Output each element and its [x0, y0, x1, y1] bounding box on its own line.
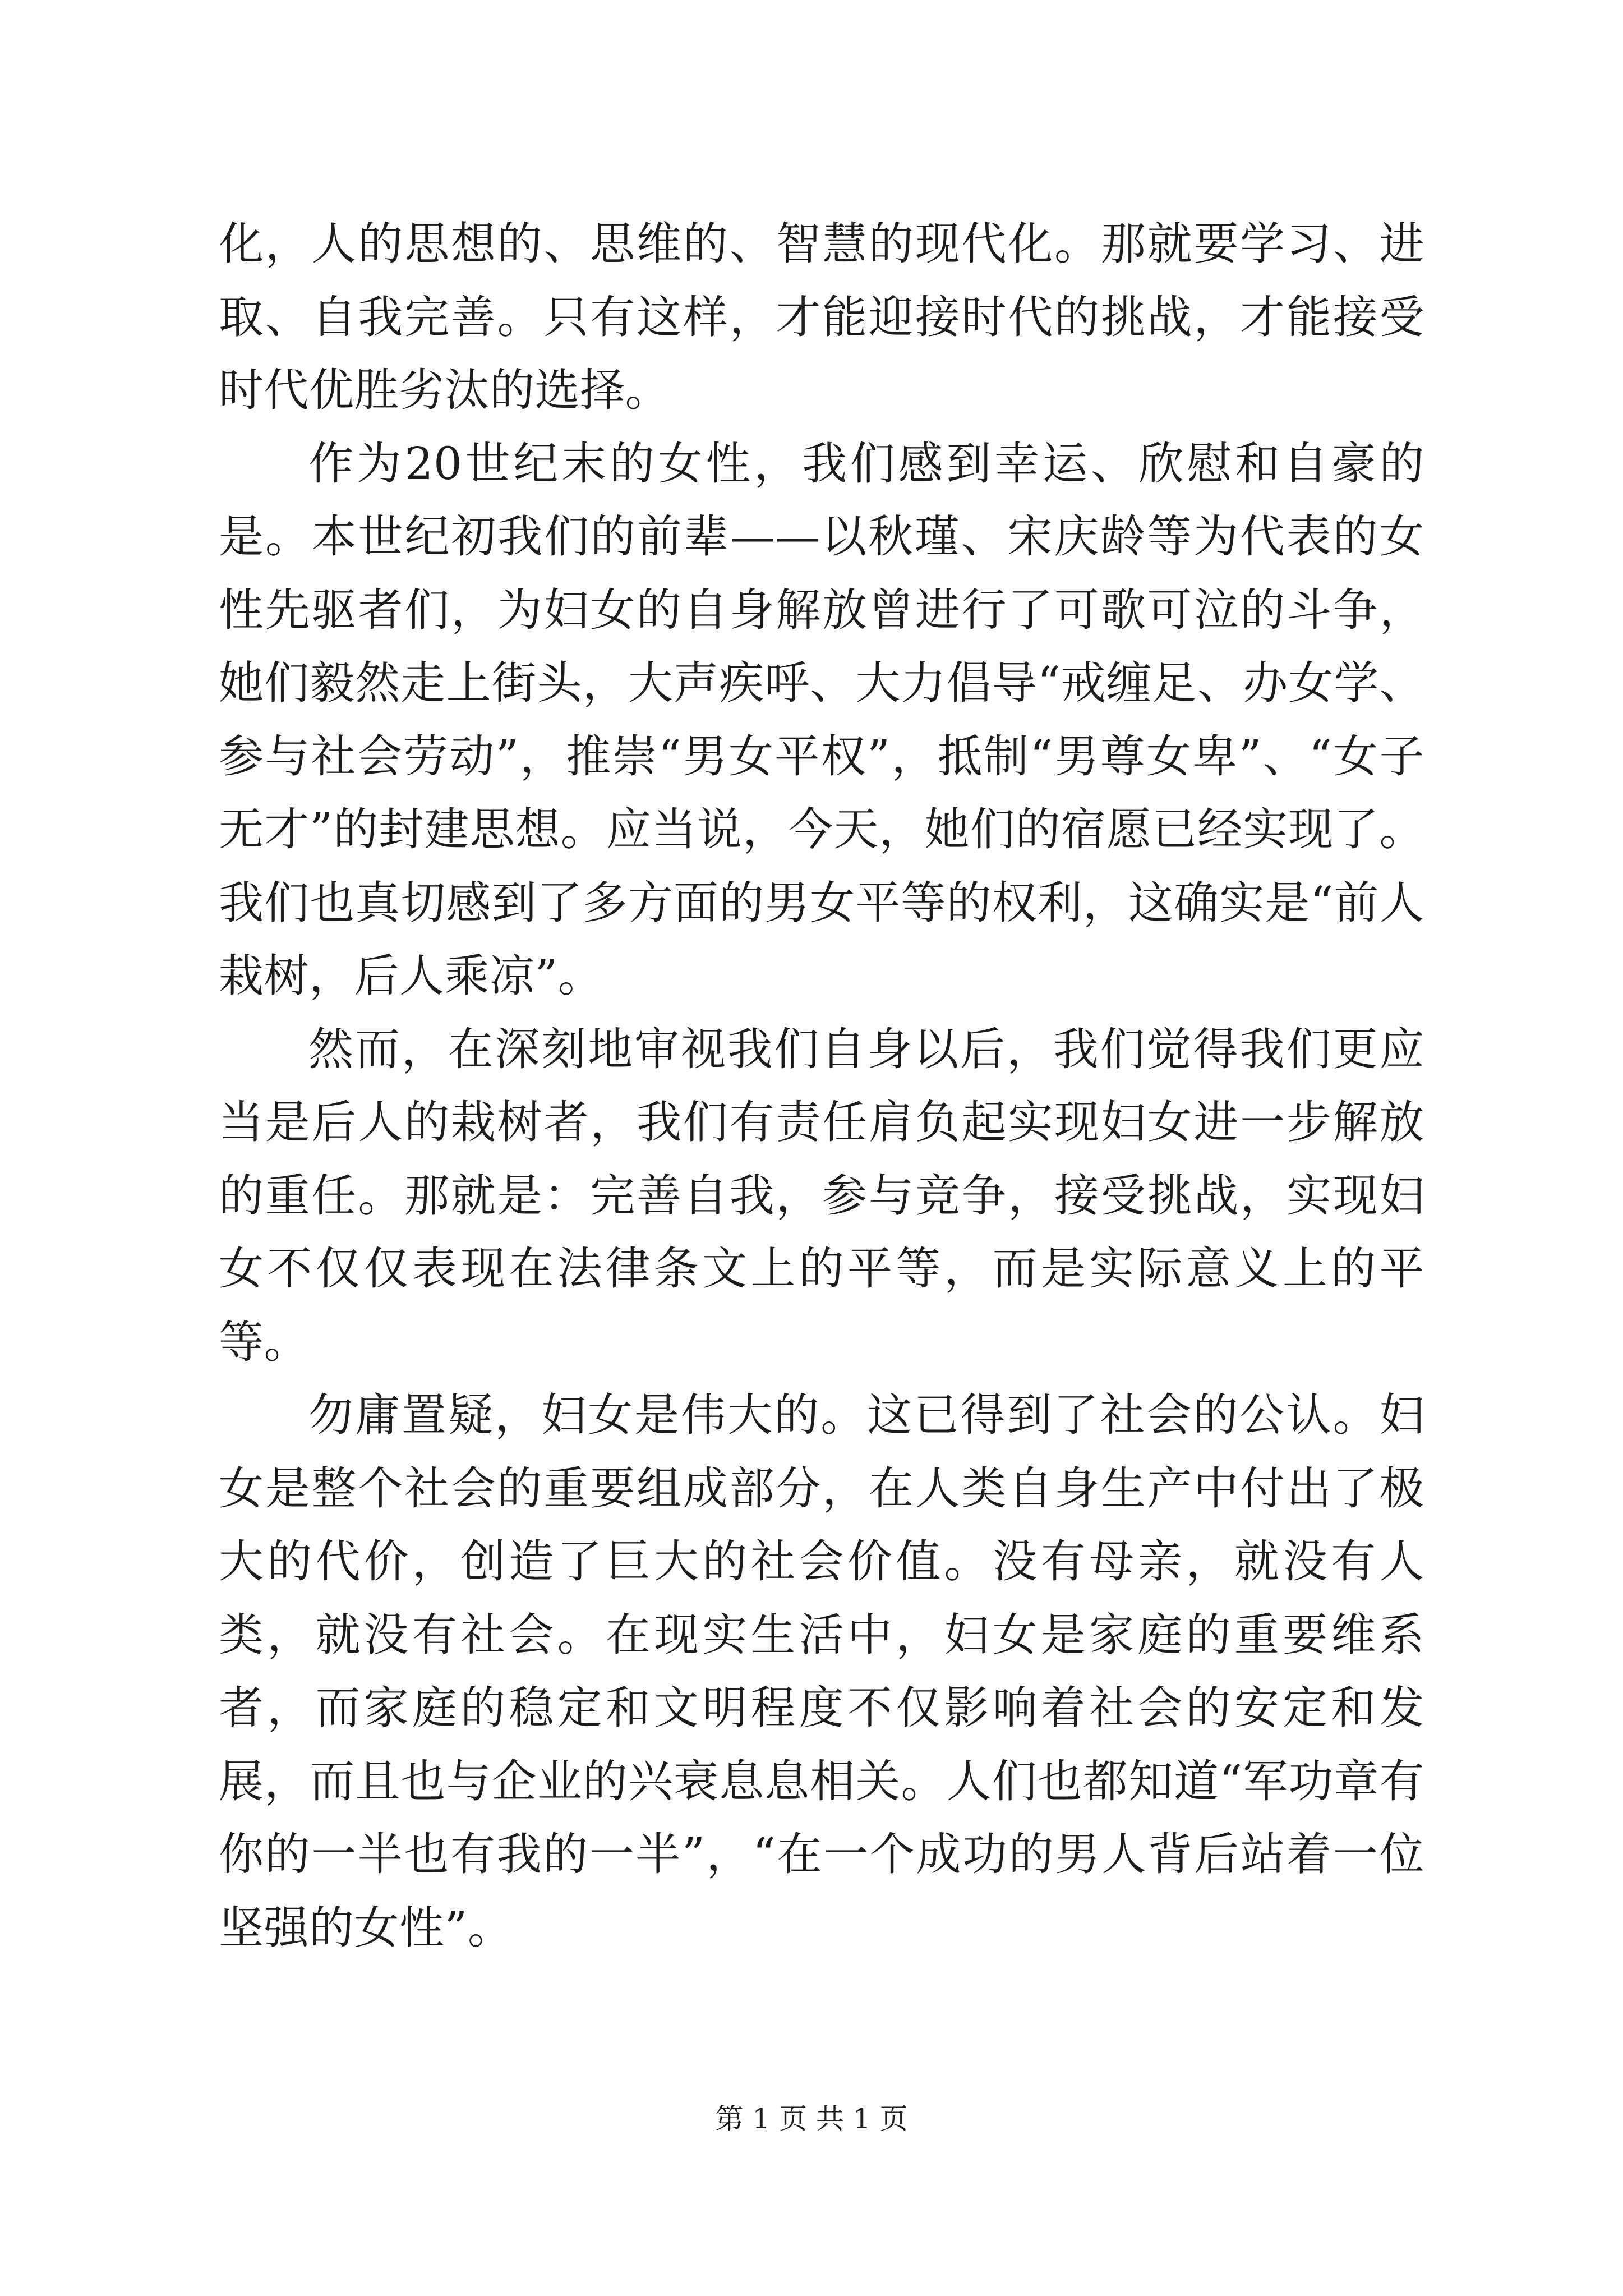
paragraph-continuation: 化，人的思想的、思维的、智慧的现代化。那就要学习、进取、自我完善。只有这样，才能迎接时代的挑战，才能接受时代优胜劣汰的选择。 — [219, 218, 1424, 416]
document-body — [219, 208, 1424, 1964]
paragraph-responsibility: 然而，在深刻地审视我们自身以后，我们觉得我们更应当是后人的栽树者，我们有责任肩负起实现妇女进一步解放的重任。那就是：完善自我，参与竞争，接受挑战，实现妇女不仅仅表现在法律条文上的平等，而是实际意义上的平等。 — [219, 1023, 1424, 1368]
page-number-label: 第 1 页 共 1 页 — [715, 2102, 908, 2135]
page-footer — [0, 2099, 1623, 2138]
paragraph-women-pioneers: 作为20世纪末的女性，我们感到幸运、欣慰和自豪的是。本世纪初我们的前辈——以秋瑾、宋庆龄等为代表的女性先驱者们，为妇女的自身解放曾进行了可歌可泣的斗争，她们毅然走上街头，大声疾呼、大力倡导“戒缠足、办女学、参与社会劳动”，推崇“男女平权”，抵制“男尊女卑”、“女子无才”的封建思想。应当说，今天，她们的宿愿已经实现了。我们也真切感到了多方面的男女平等的权利，这确实是“前人栽树，后人乘凉”。 — [219, 437, 1424, 1002]
paragraph-women-greatness: 勿庸置疑，妇女是伟大的。这已得到了社会的公认。妇女是整个社会的重要组成部分，在人类自身生产中付出了极大的代价，创造了巨大的社会价值。没有母亲，就没有人类，就没有社会。在现实生活中，妇女是家庭的重要维系者，而家庭的稳定和文明程度不仅影响着社会的安定和发展，而且也与企业的兴衰息息相关。人们也都知道“军功章有你的一半也有我的一半”，“在一个成功的男人背后站着一位坚强的女性”。 — [219, 1389, 1424, 1954]
